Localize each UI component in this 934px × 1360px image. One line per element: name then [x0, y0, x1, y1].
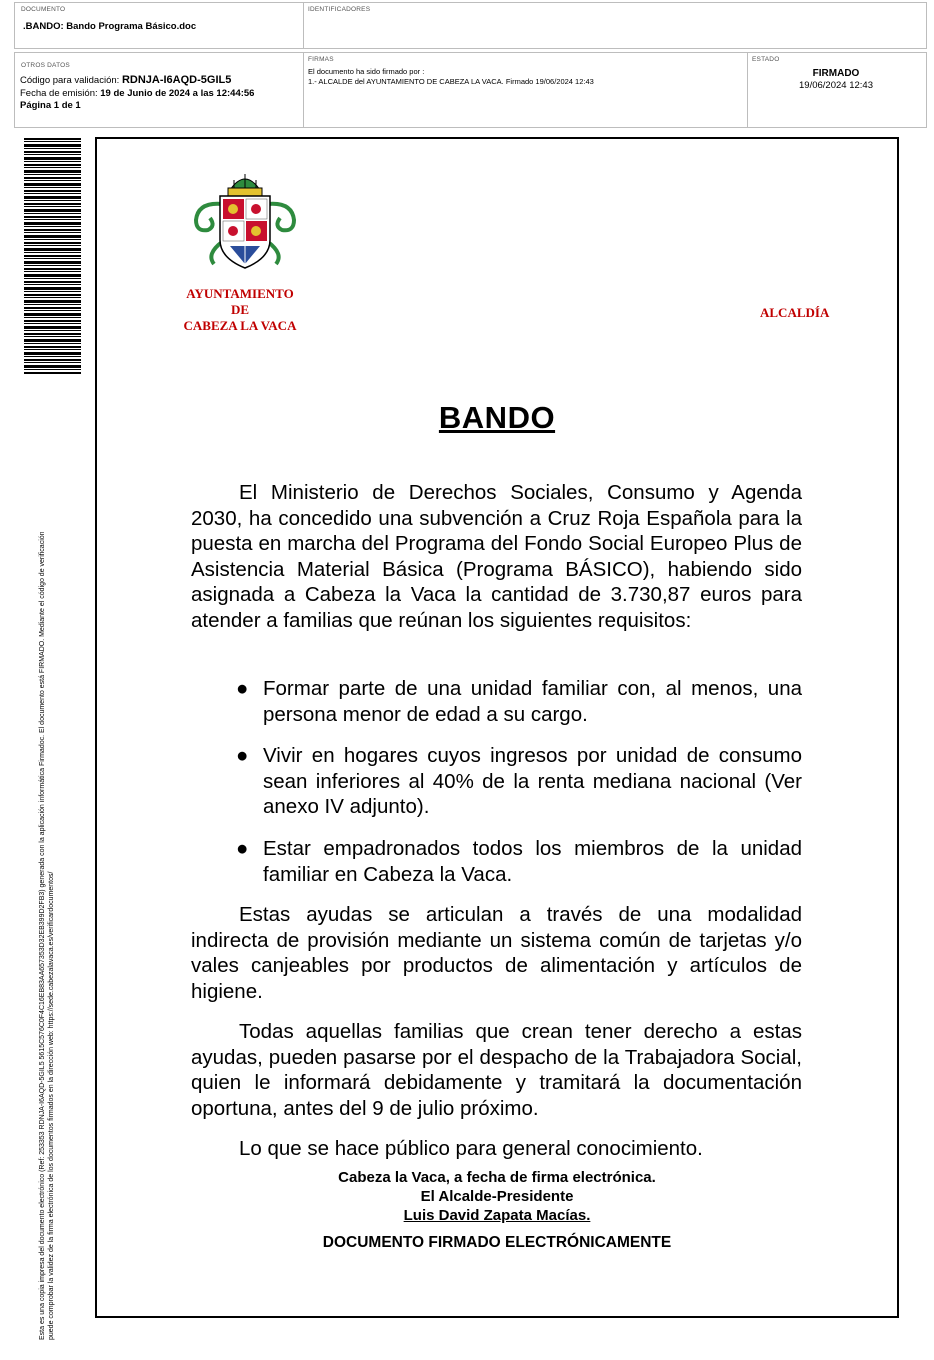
estado-cell [747, 52, 927, 128]
documento-value: .BANDO: Bando Programa Básico.doc [23, 21, 197, 32]
fecha-value: 19 de Junio de 2024 a las 12:44:56 [100, 88, 255, 99]
otros-datos-label: OTROS DATOS [21, 62, 70, 69]
intro-paragraph: El Ministerio de Derechos Sociales, Consumo y Agenda 2030, ha concedido una subvención a Cruz Roja Española para la puesta en marcha del Programa del Fondo Social Europeo Plus de Asistencia Material Básica (Programa BÁSICO), habiendo sido asignada a Cabeza la Vaca la cantidad de 3.730,87 euros para atender a familias que reúnan los siguientes requisitos: [191, 481, 802, 632]
department-label: ALCALDÍA [760, 305, 830, 320]
list-item [236, 676, 802, 727]
identificadores-label: IDENTIFICADORES [308, 6, 371, 13]
estado-value: FIRMADO [812, 68, 860, 79]
org-line3: CABEZA LA VACA [183, 318, 297, 333]
verification-sidebar [38, 531, 56, 1340]
paragraph-2: Estas ayudas se articulan a través de una modalidad indirecta de provisión mediante un sistema común de tarjetas y/o vales canjeables por productos de alimentación y artículos de higiene. [191, 903, 802, 1003]
sign-name: Luis David Zapata Macías. [403, 1207, 591, 1224]
documento-label: DOCUMENTO [21, 6, 66, 13]
estado-date: 19/06/2024 12:43 [799, 80, 873, 91]
codigo-validacion [20, 74, 231, 87]
sign-role: El Alcalde-Presidente [420, 1188, 574, 1205]
firmas-line1: El documento ha sido firmado por : [308, 67, 425, 76]
bullet-icon: ● [236, 837, 249, 860]
org-line1: AYUNTAMIENTO [186, 286, 294, 301]
requirement-text: Vivir en hogares cuyos ingresos por unidad de consumo sean inferiores al 40% de la renta mediana nacional (Ver anexo IV adjunto). [263, 744, 802, 819]
firmas-line2: 1.- ALCALDE del AYUNTAMIENTO DE CABEZA LA VACA. Firmado 19/06/2024 12:43 [308, 77, 594, 86]
list-item [236, 743, 802, 820]
identificadores-cell [303, 2, 927, 49]
estado-label: ESTADO [752, 56, 780, 63]
closing-line: Lo que se hace público para general conocimiento. [239, 1137, 703, 1160]
coat-of-arms-emblem [192, 168, 298, 276]
requirement-text: Estar empadronados todos los miembros de la unidad familiar en Cabeza la Vaca. [263, 837, 802, 886]
barcode [24, 138, 81, 374]
codigo-label: Código para validación: [20, 75, 120, 86]
codigo-value: RDNJA-I6AQD-5GIL5 [121, 74, 232, 86]
fecha-emision [20, 88, 254, 100]
sidebar-line2: puede comprobar la validez de la firma electrónica de los documentos firmados en la dirección web: https://sede.cabezalavaca.es/verificardocumentos/ [48, 871, 55, 1340]
org-line2: DE [230, 302, 250, 317]
otros-datos-cell [14, 52, 304, 128]
documento-cell [14, 2, 304, 49]
sidebar-line1: Esta es una copia impresa del documento electrónico (Ref: 253353 RDNJA-I6AQD-5GIL5 5615C576C0F4C16EB83AA657353D32EB399D2FB3) generada con la aplicación informática Firmadoc. El documento está FIRMADO. Mediante el código de verificación [39, 531, 46, 1340]
requirement-text: Formar parte de una unidad familiar con, al menos, una persona menor de edad a su cargo. [263, 677, 802, 726]
fecha-label: Fecha de emisión: [20, 88, 98, 99]
pagina-indicator: Página 1 de 1 [20, 100, 81, 111]
list-item [236, 836, 802, 887]
organization-name [160, 286, 320, 334]
paragraph-3: Todas aquellas familias que crean tener derecho a estas ayudas, pueden pasarse por el despacho de la Trabajadora Social, quien le informará debidamente y tramitará la documentación oportuna, antes del 9 de julio próximo. [191, 1020, 802, 1120]
bullet-icon: ● [236, 744, 249, 767]
document-title: BANDO [438, 400, 556, 435]
firmas-cell [303, 52, 748, 128]
bullet-icon: ● [236, 677, 249, 700]
sign-note: DOCUMENTO FIRMADO ELECTRÓNICAMENTE [322, 1234, 672, 1251]
firmas-label: FIRMAS [308, 56, 334, 63]
sign-place: Cabeza la Vaca, a fecha de firma electrónica. [338, 1169, 656, 1186]
